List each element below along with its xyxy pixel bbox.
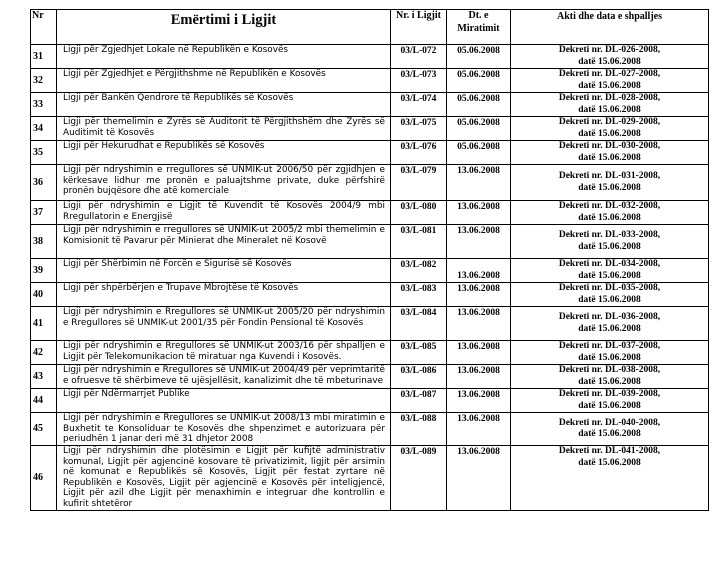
decree-number: Dekreti nr. DL-041-2008, [558, 446, 661, 456]
law-code: 03/L-079 [391, 165, 447, 201]
law-code: 03/L-081 [391, 225, 447, 259]
law-name: Ligji për Ndërmarrjet Publike [57, 389, 391, 413]
decree-date: datë 15.06.2008 [578, 212, 641, 223]
approval-date: 13.06.2008 [447, 225, 511, 259]
row-number: 38 [31, 225, 57, 259]
table-row [31, 307, 709, 341]
promulgation-act [511, 93, 709, 117]
laws-table [30, 9, 709, 511]
promulgation-act [511, 141, 709, 165]
law-name: Ligji për ndryshimin dhe plotësimin e Ligjit për kufijtë administrativ komunal, Ligjit për agjencinë kosovare të privatizimit, ligjit për arsimin në komunat e Republikës së Kosovës, Ligjit për festat zyrtare në Republikën e Kosovës, Ligjit për agjencinë e Kosovës për inteligjencë, Ligjit për azil dhe Ligjit për menaxhimin e integruar dhe kontrollin e kufirit shtetëror [57, 446, 391, 511]
promulgation-act [511, 365, 709, 389]
row-number: 37 [31, 201, 57, 225]
header-code: Nr. i Ligjit [391, 10, 447, 45]
row-number: 43 [31, 365, 57, 389]
decree-number: Dekreti nr. DL-033-2008, [558, 230, 661, 240]
decree-number: Dekreti nr. DL-030-2008, [558, 141, 661, 151]
decree-date: datë 15.06.2008 [578, 80, 641, 91]
table-row [31, 365, 709, 389]
approval-date: 05.06.2008 [447, 117, 511, 141]
law-name: Ligji për themelimin e Zyrës së Auditorit të Përgjithshëm dhe Zyrës së Auditimit të Kosovës [57, 117, 391, 141]
table-row [31, 69, 709, 93]
table-row [31, 389, 709, 413]
law-code: 03/L-083 [391, 283, 447, 307]
decree-date: datë 15.06.2008 [578, 400, 641, 411]
law-name: Ligji për shpërbërjen e Trupave Mbrojtëse të Kosovës [57, 283, 391, 307]
decree-date: datë 15.06.2008 [578, 294, 641, 305]
row-number: 41 [31, 307, 57, 341]
decree-date: datë 15.06.2008 [578, 323, 641, 334]
law-code: 03/L-080 [391, 201, 447, 225]
decree-number: Dekreti nr. DL-038-2008, [558, 365, 661, 375]
law-name: Ligji për Bankën Qendrore të Republikës së Kosovës [57, 93, 391, 117]
law-code: 03/L-088 [391, 413, 447, 446]
approval-date: 05.06.2008 [447, 69, 511, 93]
approval-date: 13.06.2008 [447, 307, 511, 341]
approval-date: 13.06.2008 [447, 389, 511, 413]
table-row [31, 93, 709, 117]
decree-number: Dekreti nr. DL-026-2008, [558, 45, 661, 55]
decree-date: datë 15.06.2008 [578, 56, 641, 67]
decree-date: datë 15.06.2008 [578, 270, 641, 281]
header-date: Dt. e Miratimit [447, 10, 511, 45]
row-number: 45 [31, 413, 57, 446]
decree-number: Dekreti nr. DL-032-2008, [558, 201, 661, 211]
approval-date: 05.06.2008 [447, 93, 511, 117]
decree-number: Dekreti nr. DL-040-2008, [558, 417, 661, 428]
decree-number: Dekreti nr. DL-028-2008, [558, 93, 661, 103]
promulgation-act [511, 389, 709, 413]
decree-date: datë 15.06.2008 [578, 376, 641, 387]
approval-date: 13.06.2008 [447, 365, 511, 389]
table-row [31, 259, 709, 283]
approval-date: 13.06.2008 [447, 165, 511, 201]
row-number: 40 [31, 283, 57, 307]
law-code: 03/L-084 [391, 307, 447, 341]
law-name: Ligji për ndryshimin e Ligjit të Kuvendit të Kosovës 2004/9 mbi Rregullatorin e Energjisë [57, 201, 391, 225]
decree-number: Dekreti nr. DL-029-2008, [558, 117, 661, 127]
promulgation-act [511, 413, 709, 446]
row-number: 39 [31, 259, 57, 283]
decree-number: Dekreti nr. DL-037-2008, [558, 341, 661, 351]
law-name: Ligji për ndryshimin e rregullores së UNMIK-ut 2005/2 mbi themelimin e Komisionit të Pavarur për Minierat dhe Mineralet në Kosovë [57, 225, 391, 259]
law-code: 03/L-074 [391, 93, 447, 117]
decree-number: Dekreti nr. DL-034-2008, [558, 259, 661, 269]
row-number: 33 [31, 93, 57, 117]
approval-date: 13.06.2008 [447, 413, 511, 446]
approval-date: 13.06.2008 [447, 283, 511, 307]
law-name: Ligji për ndryshimin e Rregullores së UNMIK-ut 2003/16 për shpalljen e Ligjit për Telekomunikacion të miratuar nga Kuvendi i Kosovës. [57, 341, 391, 365]
law-code: 03/L-075 [391, 117, 447, 141]
decree-number: Dekreti nr. DL-035-2008, [558, 283, 661, 293]
table-header-row [31, 10, 709, 45]
law-name: Ligji për ndryshimin e rregullores së UNMIK-ut 2006/50 për zgjidhjen e kërkesave lidhur me pronën e paluajtshme private, duke përfshirë pronën bujqësore dhe atë komerciale [57, 165, 391, 201]
law-code: 03/L-085 [391, 341, 447, 365]
table-row [31, 225, 709, 259]
approval-date: 05.06.2008 [447, 45, 511, 69]
table-row [31, 141, 709, 165]
law-name: Ligji për Zgjedhjet Lokale në Republikën e Kosovës [57, 45, 391, 69]
header-nr: Nr [31, 10, 57, 45]
law-code: 03/L-072 [391, 45, 447, 69]
row-number: 44 [31, 389, 57, 413]
law-code: 03/L-073 [391, 69, 447, 93]
promulgation-act [511, 201, 709, 225]
table-row [31, 201, 709, 225]
law-code: 03/L-076 [391, 141, 447, 165]
decree-number: Dekreti nr. DL-036-2008, [558, 312, 661, 322]
law-name: Ligji për ndryshimin e Rregullores se UNMIK-ut 2008/13 mbi miratimin e Buxhetit te Konsoliduar te Kosovës dhe shpenzimet e autorizuara për periudhën 1 janar deri më 31 dhjetor 2008 [57, 413, 391, 446]
law-code: 03/L-087 [391, 389, 447, 413]
promulgation-act [511, 307, 709, 341]
promulgation-act [511, 69, 709, 93]
decree-date: datë 15.06.2008 [578, 152, 641, 163]
law-code: 03/L-082 [391, 259, 447, 283]
decree-number: Dekreti nr. DL-027-2008, [558, 69, 661, 79]
approval-date: 13.06.2008 [447, 341, 511, 365]
law-code: 03/L-086 [391, 365, 447, 389]
row-number: 35 [31, 141, 57, 165]
table-body [31, 45, 709, 511]
promulgation-act [511, 341, 709, 365]
decree-number: Dekreti nr. DL-031-2008, [558, 171, 661, 181]
decree-date: datë 15.06.2008 [578, 104, 641, 115]
decree-number: Dekreti nr. DL-039-2008, [558, 389, 661, 399]
table-row [31, 413, 709, 446]
row-number: 34 [31, 117, 57, 141]
table-row [31, 165, 709, 201]
decree-date: datë 15.06.2008 [578, 352, 641, 363]
promulgation-act [511, 259, 709, 283]
decree-date: datë 15.06.2008 [578, 128, 641, 139]
promulgation-act [511, 446, 709, 511]
law-name: Ligji për Zgjedhjet e Përgjithshme në Republikën e Kosovës [57, 69, 391, 93]
header-act: Akti dhe data e shpalljes [511, 10, 709, 45]
row-number: 36 [31, 165, 57, 201]
row-number: 42 [31, 341, 57, 365]
approval-date: 13.06.2008 [447, 201, 511, 225]
promulgation-act [511, 45, 709, 69]
law-name: Ligji për ndryshimin e Rregullores së UNMIK-ut 2004/49 për veprimtaritë e ofruesve të shërbimeve të ujësjellësit, kanalizimit dhe të mbeturinave [57, 365, 391, 389]
approval-date: 13.06.2008 [447, 259, 511, 283]
law-name: Ligji për Hekurudhat e Republikës së Kosovës [57, 141, 391, 165]
promulgation-act [511, 165, 709, 201]
decree-date: datë 15.06.2008 [578, 429, 641, 439]
promulgation-act [511, 283, 709, 307]
table-row [31, 341, 709, 365]
header-name: Emërtimi i Ligjit [57, 10, 391, 45]
approval-date: 13.06.2008 [447, 446, 511, 511]
promulgation-act [511, 117, 709, 141]
table-row [31, 283, 709, 307]
law-name: Ligji për Shërbimin në Forcën e Sigurisë së Kosovës [57, 259, 391, 283]
row-number: 31 [31, 45, 57, 69]
decree-date: datë 15.06.2008 [578, 241, 641, 252]
table-row [31, 45, 709, 69]
promulgation-act [511, 225, 709, 259]
table-row [31, 446, 709, 511]
approval-date: 05.06.2008 [447, 141, 511, 165]
row-number: 32 [31, 69, 57, 93]
row-number: 46 [31, 446, 57, 511]
law-code: 03/L-089 [391, 446, 447, 511]
table-row [31, 117, 709, 141]
decree-date: datë 15.06.2008 [578, 182, 641, 193]
decree-date: datë 15.06.2008 [578, 457, 641, 468]
law-name: Ligji për ndryshimin e Rregullores së UNMIK-ut 2005/20 për ndryshimin e Rregullores së UNMIK-ut 2001/35 për Fondin Pensional të Kosovës [57, 307, 391, 341]
